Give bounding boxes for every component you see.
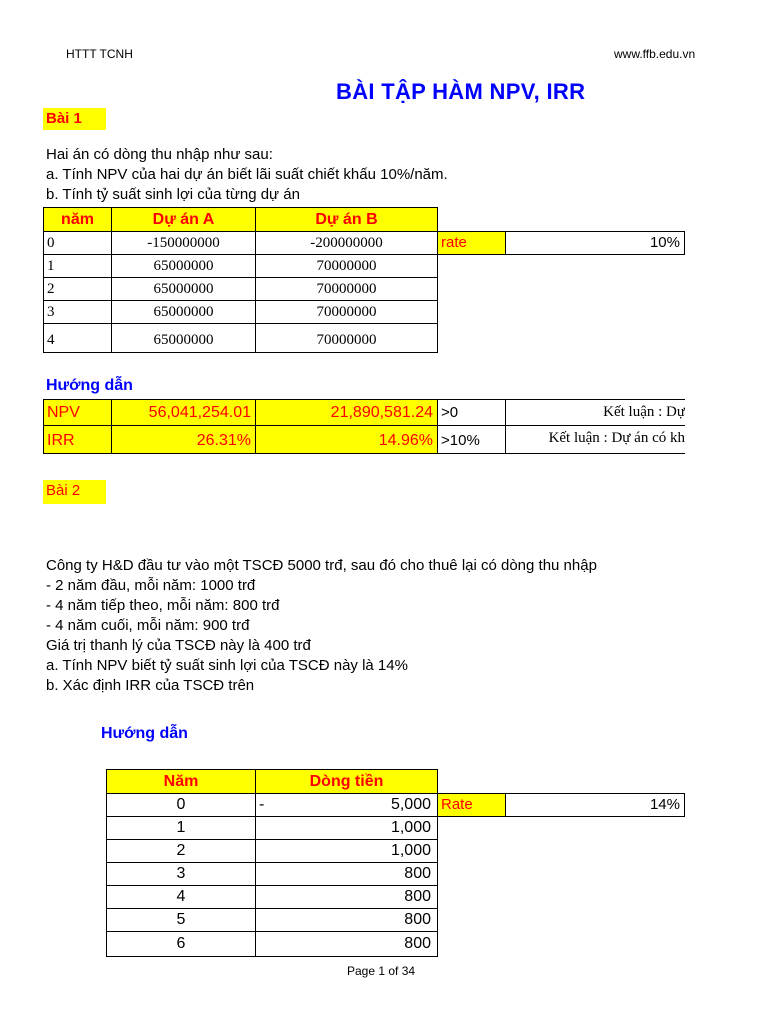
- npv-conclusion: Kết luận : Dự: [505, 399, 685, 426]
- bai2-header-cashflow: Dòng tiền: [255, 769, 438, 794]
- bai2-guide-heading: Hướng dẫn: [101, 725, 188, 742]
- bai2-header-year: Năm: [106, 769, 256, 794]
- irr-b: 14.96%: [255, 425, 438, 454]
- npv-condition: >0: [437, 399, 506, 426]
- bai2-cell-value: 800: [255, 885, 438, 909]
- bai2-cell-year: 6: [106, 931, 256, 957]
- bai1-cell-a: 65000000: [111, 277, 256, 301]
- npv-b: 21,890,581.24: [255, 399, 438, 426]
- bai1-header-year: năm: [43, 207, 112, 232]
- bai2-cell-value: 1,000: [255, 839, 438, 863]
- bai2-line: - 4 năm tiếp theo, mỗi năm: 800 trđ: [46, 597, 280, 614]
- header-left: HTTT TCNH: [66, 47, 133, 61]
- bai2-line: a. Tính NPV biết tỷ suất sinh lợi của TSCĐ này là 14%: [46, 657, 408, 674]
- page-title: BÀI TẬP HÀM NPV, IRR: [336, 79, 586, 104]
- bai1-cell-year: 2: [43, 277, 112, 301]
- irr-label: IRR: [43, 425, 112, 454]
- bai2-cell-value: 1,000: [255, 816, 438, 840]
- irr-condition: >10%: [437, 425, 506, 454]
- bai1-cell-year: 4: [43, 323, 112, 353]
- page-number: Page 1 of 34: [347, 964, 416, 978]
- bai2-cell-cashflow: [255, 793, 438, 817]
- bai1-cell-a: 65000000: [111, 323, 256, 353]
- bai2-line: - 4 năm cuối, mỗi năm: 900 trđ: [46, 617, 250, 634]
- irr-a: 26.31%: [111, 425, 256, 454]
- bai2-cell-year: 3: [106, 862, 256, 886]
- bai2-line: Công ty H&D đầu tư vào một TSCĐ 5000 trđ, sau đó cho thuê lại có dòng thu nhập: [46, 557, 597, 574]
- bai2-line: - 2 năm đầu, mỗi năm: 1000 trđ: [46, 577, 256, 594]
- bai1-rate-value: 10%: [505, 231, 685, 255]
- bai1-cell-a: 65000000: [111, 300, 256, 324]
- bai1-cell-year: 3: [43, 300, 112, 324]
- bai1-header-b: Dự án B: [255, 207, 438, 232]
- bai1-cell-b: -200000000: [255, 231, 438, 255]
- bai1-line: a. Tính NPV của hai dự án biết lãi suất chiết khấu 10%/năm.: [46, 166, 448, 183]
- bai2-rate-value: 14%: [505, 793, 685, 817]
- bai2-cell-year: 5: [106, 908, 256, 932]
- bai2-cell-value: 800: [255, 908, 438, 932]
- npv-label: NPV: [43, 399, 112, 426]
- bai2-cell-year: 4: [106, 885, 256, 909]
- bai1-cell-year: 0: [43, 231, 112, 255]
- bai2-cell-value: 800: [255, 931, 438, 957]
- bai2-line: Giá trị thanh lý của TSCĐ này là 400 trđ: [46, 637, 311, 654]
- bai2-label: Bài 2: [43, 480, 106, 504]
- bai2-cell-value: 800: [255, 862, 438, 886]
- irr-conclusion: Kết luận : Dự án có kh: [505, 425, 685, 454]
- bai2-line: b. Xác định IRR của TSCĐ trên: [46, 677, 255, 694]
- bai1-line: b. Tính tỷ suất sinh lợi của từng dự án: [46, 186, 300, 203]
- bai1-line: Hai án có dòng thu nhập như sau:: [46, 146, 273, 163]
- bai1-cell-a: -150000000: [111, 231, 256, 255]
- bai1-cell-b: 70000000: [255, 300, 438, 324]
- bai2-cell-year: 1: [106, 816, 256, 840]
- bai1-cell-b: 70000000: [255, 254, 438, 278]
- bai1-description: [46, 145, 448, 205]
- bai1-cell-a: 65000000: [111, 254, 256, 278]
- bai1-rate-label: rate: [437, 231, 506, 255]
- header-right: www.ffb.edu.vn: [614, 47, 696, 61]
- bai1-label: Bài 1: [43, 108, 106, 130]
- bai2-cell-year: 2: [106, 839, 256, 863]
- bai1-cell-year: 1: [43, 254, 112, 278]
- bai2-rate-label: Rate: [437, 793, 506, 817]
- bai2-description: [46, 556, 686, 696]
- bai2-cell-value: 5,000: [390, 796, 431, 813]
- bai1-header-a: Dự án A: [111, 207, 256, 232]
- bai1-guide-heading: Hướng dẫn: [46, 377, 133, 394]
- bai2-cell-year: 0: [106, 793, 256, 817]
- bai2-cell-sign: -: [259, 796, 265, 813]
- bai1-cell-b: 70000000: [255, 277, 438, 301]
- bai1-cell-b: 70000000: [255, 323, 438, 353]
- npv-a: 56,041,254.01: [111, 399, 256, 426]
